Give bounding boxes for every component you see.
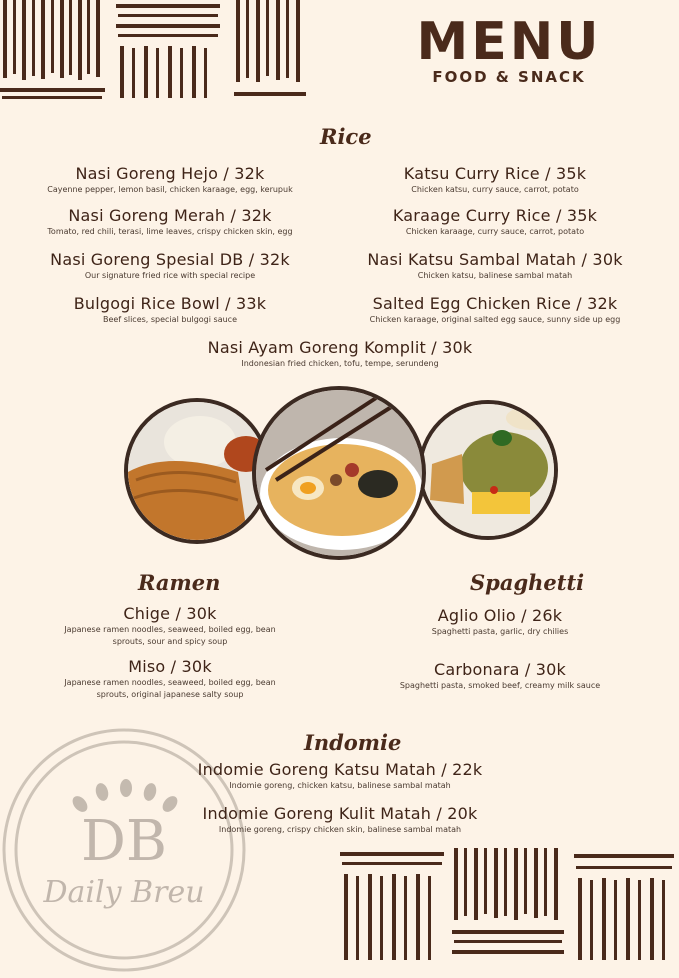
menu-subtitle: FOOD & SNACK [432, 68, 586, 86]
menu-item: Nasi Ayam Goreng Komplit / 30k Indonesian fried chicken, tofu, tempe, serundeng [207, 338, 473, 368]
menu-item: Nasi Goreng Hejo / 32k Cayenne pepper, lemon basil, chicken karaage, egg, kerupuk [47, 164, 293, 194]
logo-monogram: DB [80, 809, 168, 874]
section-title-ramen: Ramen [138, 570, 221, 595]
stripe-pattern-top-left [0, 0, 310, 102]
menu-item: Aglio Olio / 26k Spaghetti pasta, garlic, dry chilies [431, 606, 569, 636]
stripe-pattern-bottom-right [336, 848, 679, 960]
food-photo-fried-rice [418, 400, 558, 540]
menu-header [404, 14, 614, 86]
menu-item: Salted Egg Chicken Rice / 32k Chicken karaage, original salted egg sauce, sunny side up egg [369, 294, 621, 324]
section-title-indomie: Indomie [304, 730, 402, 755]
menu-item: Chige / 30k Japanese ramen noodles, seaweed, boiled egg, bean sprouts, sour and spicy soup [64, 604, 276, 646]
menu-item: Karaage Curry Rice / 35k Chicken karaage, curry sauce, carrot, potato [392, 206, 598, 236]
menu-item: Miso / 30k Japanese ramen noodles, seaweed, boiled egg, bean sprouts, original japanese salty soup [64, 657, 276, 699]
menu-item: Carbonara / 30k Spaghetti pasta, smoked beef, creamy milk sauce [399, 660, 601, 690]
logo-text: Daily Breu [43, 875, 205, 910]
menu-item: Nasi Goreng Merah / 32k Tomato, red chili, terasi, lime leaves, crispy chicken skin, egg [47, 206, 293, 236]
food-photo-ramen-bowl [252, 386, 426, 560]
food-photo-katsu-rice [124, 398, 270, 544]
menu-item: Indomie Goreng Katsu Matah / 22k Indomie goreng, chicken katsu, balinese sambal matah [197, 760, 483, 790]
menu-item: Indomie Goreng Kulit Matah / 20k Indomie goreng, crispy chicken skin, balinese sambal matah [202, 804, 478, 834]
section-title-rice: Rice [320, 124, 372, 149]
section-title-spaghetti: Spaghetti [470, 570, 585, 595]
menu-item: Katsu Curry Rice / 35k Chicken katsu, curry sauce, carrot, potato [403, 164, 587, 194]
menu-item: Nasi Katsu Sambal Matah / 30k Chicken katsu, balinese sambal matah [367, 250, 623, 280]
menu-title: MENU [416, 12, 602, 72]
menu-item: Bulgogi Rice Bowl / 33k Beef slices, special bulgogi sauce [73, 294, 267, 324]
menu-item: Nasi Goreng Spesial DB / 32k Our signature fried rice with special recipe [50, 250, 290, 280]
